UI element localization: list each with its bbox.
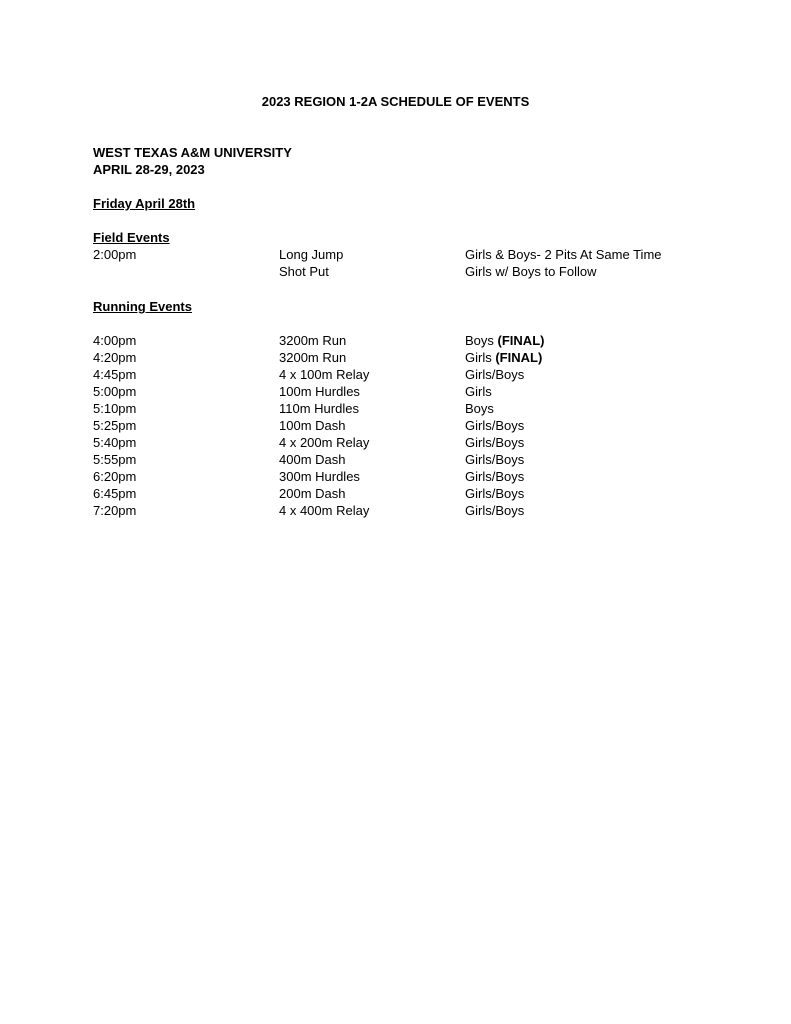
event-time: 5:00pm [93,384,137,399]
event-time: 7:20pm [93,503,137,518]
event-name: 400m Dash [279,452,346,467]
event-name: 110m Hurdles [279,401,359,416]
event-time: 6:20pm [93,469,137,484]
event-note [465,502,524,519]
event-note-text: Girls/Boys [465,452,525,467]
schedule-row [0,263,791,280]
event-note-text: Girls [465,384,492,399]
event-note-text: Girls w/ Boys to Follow [465,264,597,279]
event-time: 5:55pm [93,452,137,467]
event-time: 5:40pm [93,435,137,450]
schedule-row [0,332,791,349]
schedule-row [0,434,791,451]
running-events-heading: Running Events [93,299,192,314]
venue-name: WEST TEXAS A&M UNIVERSITY [93,145,292,160]
event-dates: APRIL 28-29, 2023 [93,162,205,177]
event-time: 4:20pm [93,350,137,365]
schedule-row [0,417,791,434]
event-name: 3200m Run [279,333,347,348]
event-note [465,246,662,263]
event-note-text: Girls/Boys [465,367,525,382]
schedule-row [0,349,791,366]
event-time: 4:45pm [93,367,137,382]
event-note [465,383,492,400]
event-note-text: Girls/Boys [465,503,525,518]
event-name: 4 x 200m Relay [279,435,370,450]
schedule-row [0,366,791,383]
event-name: 4 x 400m Relay [279,503,370,518]
event-note [465,400,494,417]
event-name: 300m Hurdles [279,469,360,484]
schedule-row [0,246,791,263]
day-heading: Friday April 28th [93,196,196,211]
event-note-text: Boys [465,401,494,416]
event-note [465,434,524,451]
event-note-text: Girls [465,350,492,365]
schedule-row [0,400,791,417]
event-note [465,417,524,434]
event-name: 4 x 100m Relay [279,367,370,382]
event-note [465,349,542,366]
final-tag: (FINAL) [495,350,543,365]
event-note-text: Girls/Boys [465,469,525,484]
event-note [465,366,524,383]
event-time: 6:45pm [93,486,137,501]
event-note-text: Girls/Boys [465,486,525,501]
event-name: Long Jump [279,247,344,262]
event-note-text: Girls & Boys- 2 Pits At Same Time [465,247,662,262]
event-time: 2:00pm [93,247,137,262]
event-note [465,263,596,280]
event-name: 3200m Run [279,350,347,365]
event-note [465,485,524,502]
schedule-row [0,485,791,502]
event-time: 5:25pm [93,418,137,433]
final-tag: (FINAL) [497,333,545,348]
event-name: 100m Hurdles [279,384,360,399]
event-note-text: Boys [465,333,494,348]
event-note-text: Girls/Boys [465,435,525,450]
schedule-row [0,451,791,468]
event-note [465,332,544,349]
event-time: 5:10pm [93,401,137,416]
event-note-text: Girls/Boys [465,418,525,433]
document-title: 2023 REGION 1-2A SCHEDULE OF EVENTS [261,94,530,109]
schedule-row [0,468,791,485]
event-name: Shot Put [279,264,329,279]
event-name: 100m Dash [279,418,346,433]
field-events-heading: Field Events [93,230,170,245]
event-note [465,468,524,485]
event-name: 200m Dash [279,486,346,501]
schedule-row [0,383,791,400]
schedule-row [0,502,791,519]
event-note [465,451,524,468]
event-time: 4:00pm [93,333,137,348]
